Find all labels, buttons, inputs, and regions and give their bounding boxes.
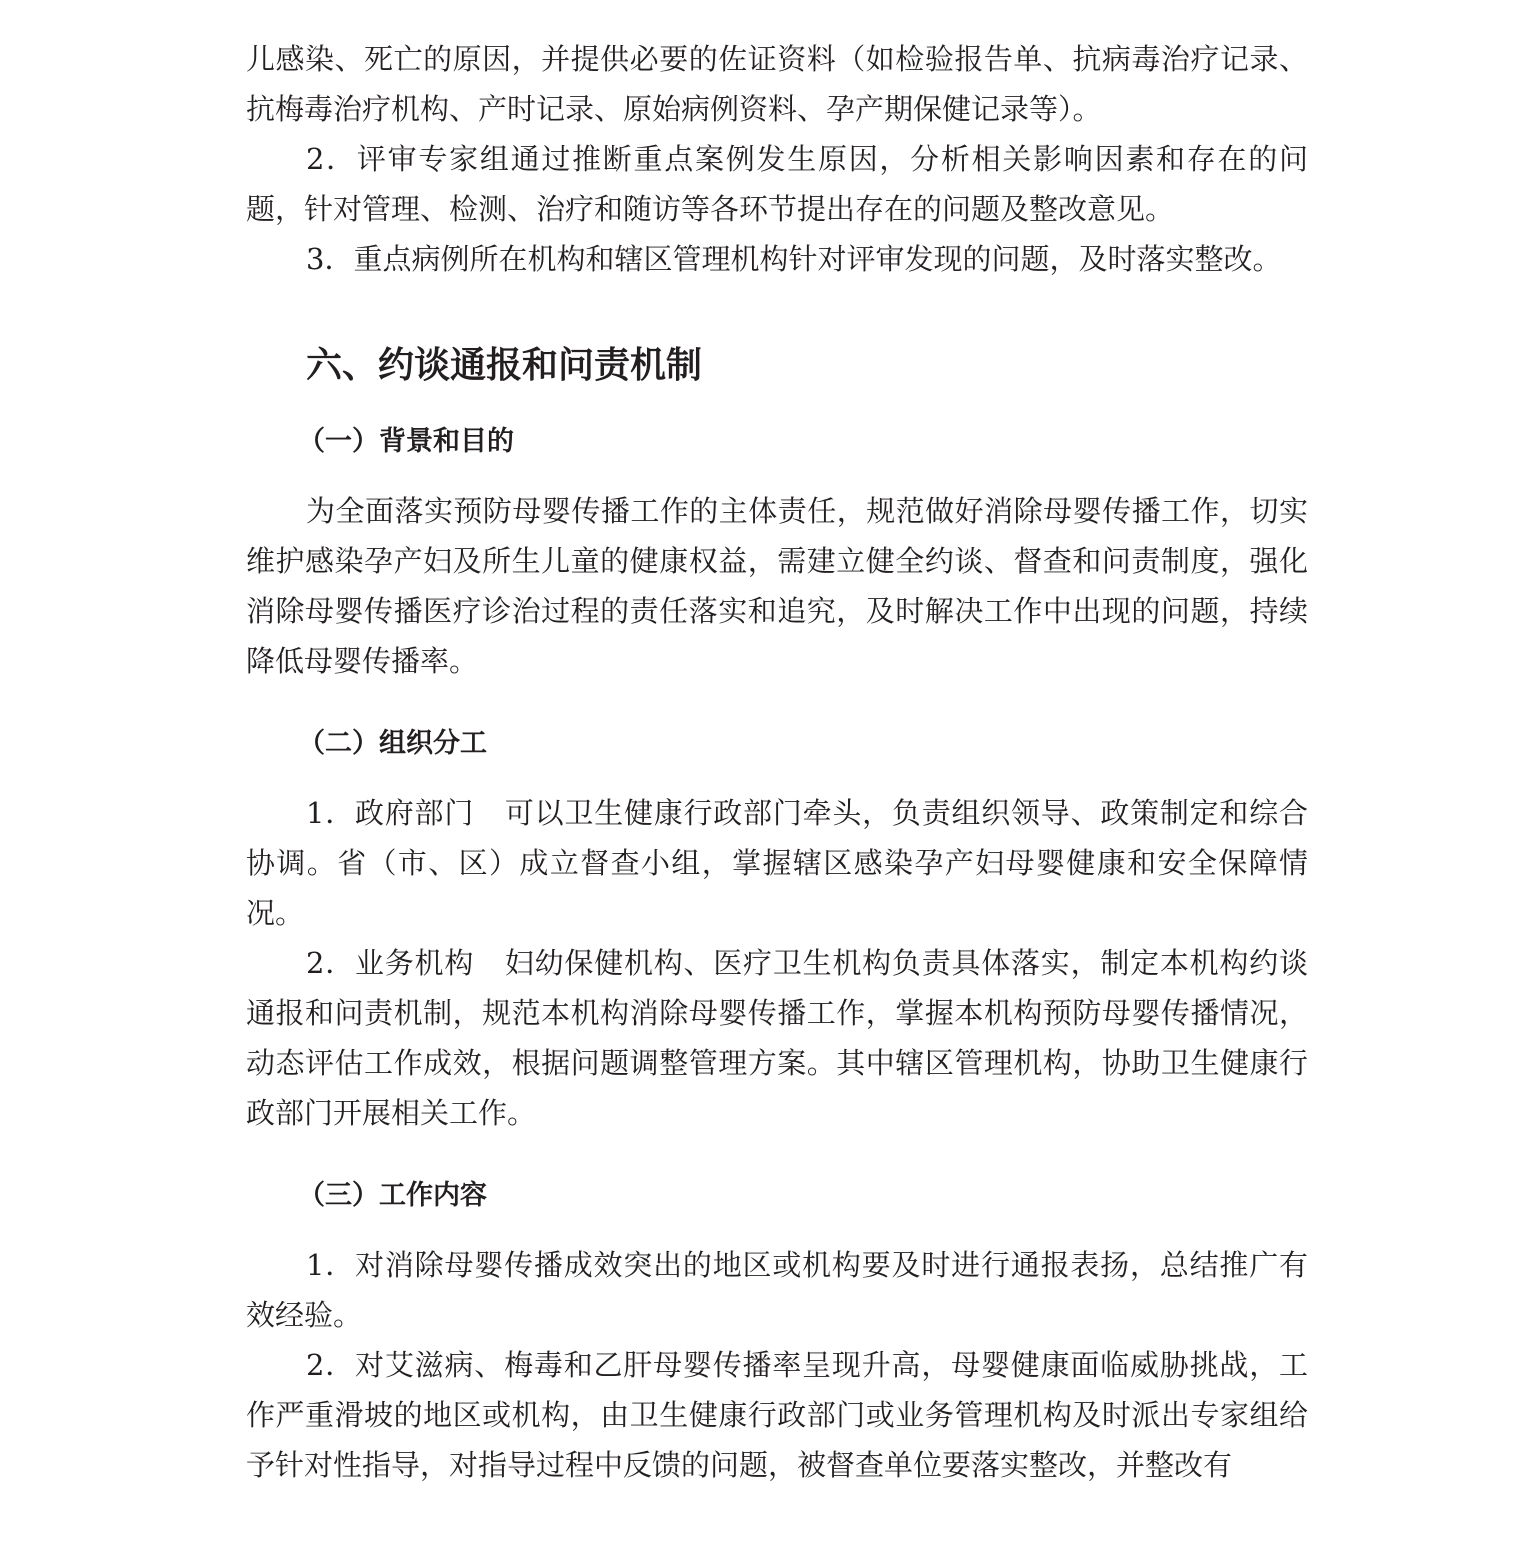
work-content-item-2: 2．对艾滋病、梅毒和乙肝母婴传播率呈现升高，母婴健康面临威胁挑战，工作严重滑坡的地区或机构，由卫生健康行政部门或业务管理机构及时派出专家组给予针对性指导，对指导过程中反馈的问题，被督查单位要落实整改，并整改有 [246,1348,1308,1482]
organization-item-2-label: 2．业务机构 [306,946,475,980]
subsection-title-organization: （二）组织分工 [298,728,487,759]
subsection-title-background: （一）背景和目的 [298,426,514,457]
review-item-2: 2．评审专家组通过推断重点案例发生原因，分析相关影响因素和存在的问题，针对管理、检测、治疗和随访等各环节提出存在的问题及整改意见。 [246,142,1308,226]
organization-item-1-text: 可以卫生健康行政部门牵头，负责组织领导、政策制定和综合协调。省（市、区）成立督查小组，掌握辖区感染孕产妇母婴健康和安全保障情况。 [246,796,1308,930]
subsection-title-work-content: （三）工作内容 [298,1180,487,1211]
organization-item-1-label: 1．政府部门 [306,796,475,830]
work-content-item-1: 1．对消除母婴传播成效突出的地区或机构要及时进行通报表扬，总结推广有效经验。 [246,1248,1308,1332]
document-page [246,34,1308,1490]
continued-paragraph: 儿感染、死亡的原因，并提供必要的佐证资料（如检验报告单、抗病毒治疗记录、抗梅毒治疗机构、产时记录、原始病例资料、孕产期保健记录等）。 [246,42,1308,126]
organization-item-1 [246,788,1308,938]
review-item-3: 3．重点病例所在机构和辖区管理机构针对评审发现的问题，及时落实整改。 [306,242,1282,276]
organization-item-2-text: 妇幼保健机构、医疗卫生机构负责具体落实，制定本机构约谈通报和问责机制，规范本机构消除母婴传播工作，掌握本机构预防母婴传播情况，动态评估工作成效，根据问题调整管理方案。其中辖区管理机构，协助卫生健康行政部门开展相关工作。 [246,946,1308,1130]
background-paragraph: 为全面落实预防母婴传播工作的主体责任，规范做好消除母婴传播工作，切实维护感染孕产妇及所生儿童的健康权益，需建立健全约谈、督查和问责制度，强化消除母婴传播医疗诊治过程的责任落实和追究，及时解决工作中出现的问题，持续降低母婴传播率。 [246,494,1308,678]
section-title: 六、约谈通报和问责机制 [306,345,703,386]
organization-item-2 [246,938,1308,1138]
